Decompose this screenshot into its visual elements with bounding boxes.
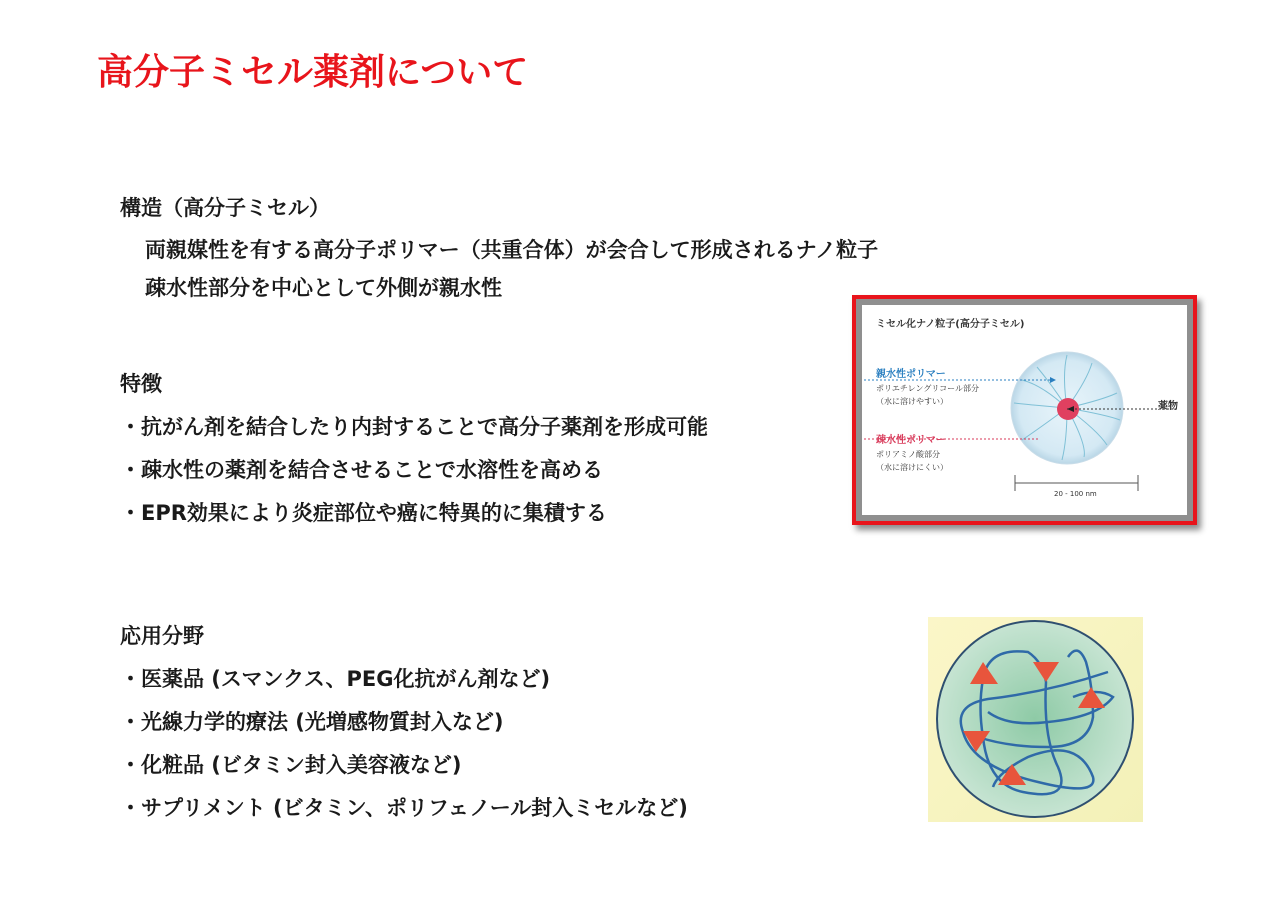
applications-heading: 応用分野: [120, 624, 204, 648]
structure-line: 両親媒性を有する高分子ポリマー（共重合体）が会合して形成されるナノ粒子: [145, 238, 879, 262]
drug-label: 薬物: [1158, 401, 1178, 412]
micelle-polymer-drawing: [928, 617, 1143, 822]
application-item: ・光線力学的療法 (光増感物質封入など): [120, 710, 504, 734]
scale-label: 20 - 100 nm: [1054, 490, 1097, 498]
hydrophobic-desc: （水に溶けにくい）: [876, 463, 948, 472]
hydrophobic-label: 疎水性ポリマー: [876, 435, 946, 446]
application-item: ・化粧品 (ビタミン封入美容液など): [120, 753, 462, 777]
hydrophilic-desc: ポリエチレングリコール部分: [876, 384, 979, 393]
hydrophilic-desc: （水に溶けやすい）: [876, 397, 948, 406]
feature-item: ・抗がん剤を結合したり内封することで高分子薬剤を形成可能: [120, 415, 708, 439]
application-item: ・サプリメント (ビタミン、ポリフェノール封入ミセルなど): [120, 796, 688, 820]
hydrophilic-label: 親水性ポリマー: [876, 369, 946, 380]
micelle-diagram: [862, 305, 1187, 515]
structure-heading: 構造（高分子ミセル）: [120, 196, 330, 220]
polymer-micelle-illustration: [928, 617, 1143, 822]
page-title: 高分子ミセル薬剤について: [97, 52, 529, 93]
feature-item: ・疎水性の薬剤を結合させることで水溶性を高める: [120, 458, 603, 482]
feature-item: ・EPR効果により炎症部位や癌に特異的に集積する: [120, 501, 607, 525]
micelle-structure-figure: [852, 295, 1197, 525]
application-item: ・医薬品 (スマンクス、PEG化抗がん剤など): [120, 667, 551, 691]
hydrophobic-desc: ポリアミノ酸部分: [876, 450, 940, 459]
structure-line: 疎水性部分を中心として外側が親水性: [145, 276, 502, 300]
figure-title: ミセル化ナノ粒子(高分子ミセル): [876, 319, 1025, 330]
features-heading: 特徴: [120, 372, 162, 396]
